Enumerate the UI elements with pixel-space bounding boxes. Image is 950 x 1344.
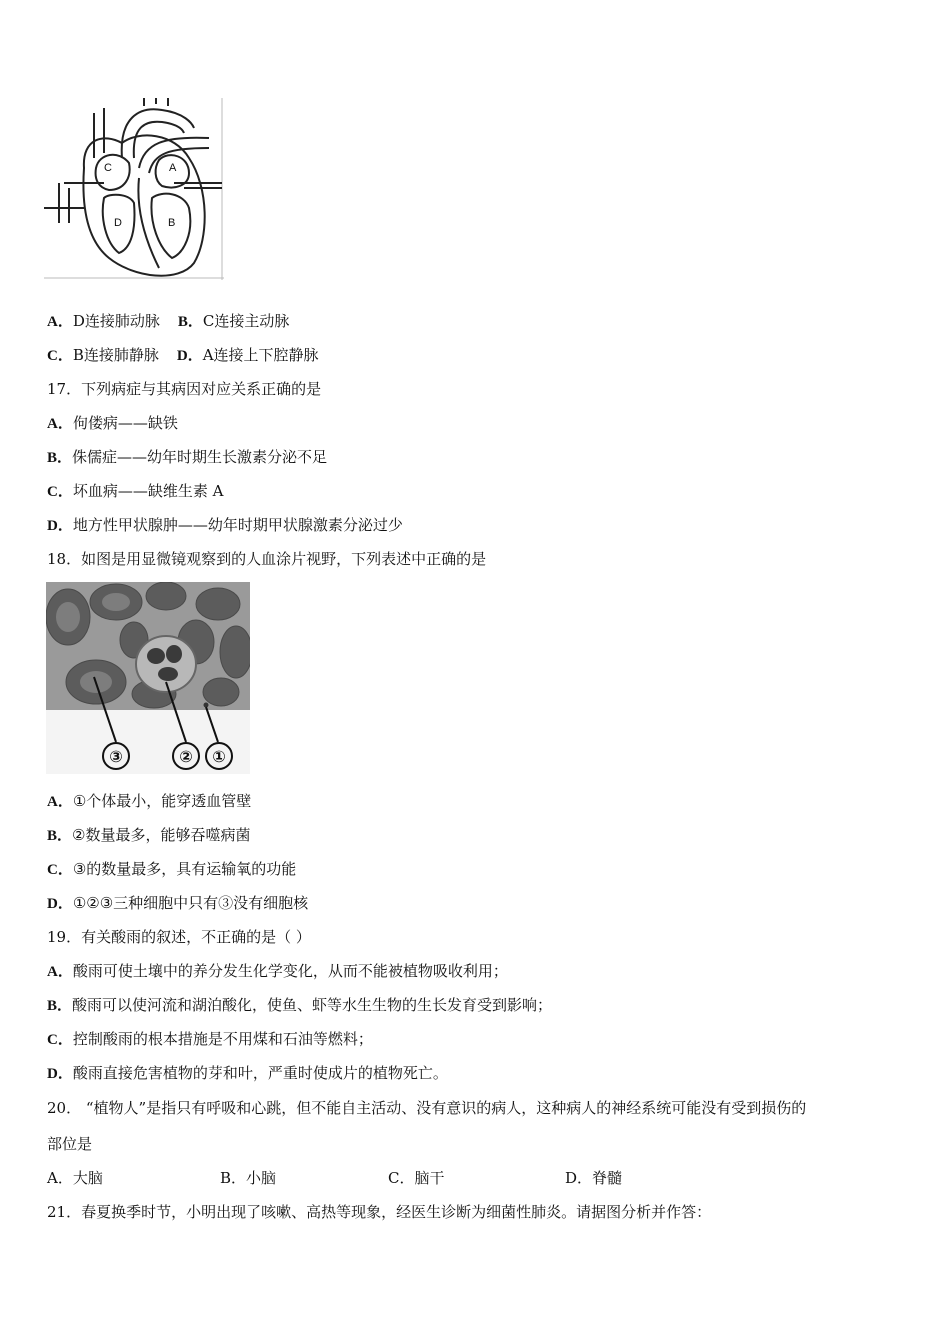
q20-option-b: B．小脑 (220, 1169, 277, 1187)
q17-option-b-label: B． (47, 450, 73, 466)
q19-option-a-label: A． (47, 964, 73, 980)
q17-option-d-label: D． (47, 518, 73, 534)
heart-label-b: B (168, 217, 176, 229)
q19-option-b-text: 酸雨可以使河流和湖泊酸化，使鱼、虾等水生生物的生长发育受到影响； (72, 996, 553, 1014)
q19-option-a-text: 酸雨可使土壤中的养分发生化学变化，从而不能被植物吸收利用； (72, 962, 508, 980)
blood-label-2: ② (179, 747, 193, 766)
q19-option-c-text: 控制酸雨的根本措施是不用煤和石油等燃料； (72, 1030, 373, 1048)
q20-option-d: D．脊髓 (565, 1169, 623, 1187)
q17-option-b (47, 447, 327, 468)
blood-label-1: ① (212, 747, 226, 766)
q20-stem-line2: 部位是 (47, 1135, 93, 1153)
q16-option-c-text: B连接肺静脉 (72, 346, 159, 364)
q18-option-a-label: A． (47, 794, 73, 810)
q19-option-b (47, 995, 552, 1016)
heart-label-a: A (169, 162, 177, 174)
q16-option-b-label: B． (177, 314, 203, 330)
q18-option-b-text: ②数量最多，能够吞噬病菌 (72, 826, 251, 844)
q16-option-a-label: A． (47, 314, 73, 330)
q19-option-c-label: C． (47, 1032, 73, 1048)
q17-option-a-text: 佝偻病——缺铁 (72, 414, 178, 432)
q19-option-d-label: D． (47, 1066, 73, 1082)
heart-label-c: C (104, 162, 112, 174)
heart-diagram (44, 98, 224, 280)
q17-option-a (47, 413, 178, 434)
q17-option-c-label: C． (47, 484, 73, 500)
q19-option-d (47, 1063, 448, 1084)
heart-label-d: D (114, 217, 122, 229)
blood-smear-figure (46, 582, 250, 774)
q17-option-c (47, 481, 223, 502)
q18-option-b (47, 825, 250, 846)
q16-options-line2 (47, 345, 319, 366)
q18-option-a (47, 791, 251, 812)
q18-option-d-text: ①②③三种细胞中只有③没有细胞核 (72, 894, 309, 912)
q20-option-a: A．大脑 (47, 1169, 103, 1187)
q16-option-d-label: D． (176, 348, 203, 364)
q20-option-c: C．脑干 (388, 1169, 445, 1187)
q17-option-d (47, 515, 403, 536)
q19-option-d-text: 酸雨直接危害植物的芽和叶，严重时使成片的植物死亡。 (72, 1064, 448, 1082)
q18-option-a-text: ①个体最小，能穿透血管壁 (72, 792, 252, 810)
q18-option-b-label: B． (47, 828, 73, 844)
q18-option-c (47, 859, 296, 880)
q18-option-c-text: ③的数量最多，具有运输氧的功能 (72, 860, 297, 878)
q17-option-c-text: 坏血病——缺维生素 A (72, 482, 224, 500)
q17-stem: 17．下列病症与其病因对应关系正确的是 (47, 380, 322, 398)
q19-option-a (47, 961, 508, 982)
q18-option-c-label: C． (47, 862, 73, 878)
q20-stem-line1: 20． “植物人”是指只有呼吸和心跳，但不能自主活动、没有意识的病人，这种病人的神经系统可能没有受到损伤的 (47, 1099, 807, 1117)
q18-option-d-label: D． (47, 896, 73, 912)
q19-option-c (47, 1029, 373, 1050)
q17-option-b-text: 侏儒症——幼年时期生长激素分泌不足 (72, 448, 328, 466)
q18-option-d (47, 893, 308, 914)
q17-option-a-label: A． (47, 416, 73, 432)
q16-option-b-text: C连接主动脉 (202, 312, 290, 330)
q18-stem: 18．如图是用显微镜观察到的人血涂片视野，下列表述中正确的是 (47, 550, 487, 568)
q16-option-d-text: A连接上下腔静脉 (202, 346, 319, 364)
q19-option-b-label: B． (47, 998, 73, 1014)
q21-stem: 21．春夏换季时节，小明出现了咳嗽、高热等现象，经医生诊断为细菌性肺炎。请据图分析并作答： (47, 1203, 712, 1221)
q16-option-a-text: D连接肺动脉 (72, 312, 160, 330)
q16-option-c-label: C． (47, 348, 73, 364)
q16-options-line1 (47, 311, 289, 332)
q17-option-d-text: 地方性甲状腺肿——幼年时期甲状腺激素分泌过少 (72, 516, 403, 534)
q19-stem: 19．有关酸雨的叙述，不正确的是（ ） (47, 928, 311, 946)
blood-label-3: ③ (109, 747, 123, 766)
